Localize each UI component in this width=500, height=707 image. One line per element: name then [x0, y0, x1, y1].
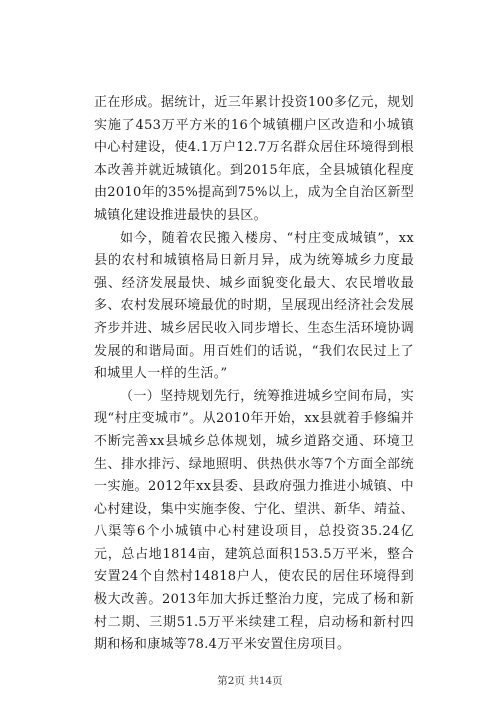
document-body [94, 92, 414, 657]
paragraph-3: （一）坚持规划先行，统筹推进城乡空间布局，实现“村庄变城市”。从2010年开始，xx县就着手修编并不断完善xx县城乡总体规划，城乡道路交通、环境卫生、排水排污、绿地照明、供热供水等7个方面全部统一实施。2012年xx县委、县政府强力推进小城镇、中心村建设，集中实施李俊、宁化、望洪、新华、靖益、八渠等6个小城镇中心村建设项目，总投资35.24亿元，总占地1814亩，建筑总面积153.5万平米，整合安置24个自然村14818户人，使农民的居住环境得到极大改善。2013年加大拆迁整治力度，完成了杨和新村二期、三期51.5万平米续建工程，启动杨和新村四期和杨和康城等78.4万平米安置住房项目。 [94, 388, 414, 653]
page-number-footer: 第2页 共14页 [217, 675, 283, 687]
paragraph-1: 正在形成。据统计，近三年累计投资100多亿元，规划实施了453万平方米的16个城镇棚户区改造和小城镇中心村建设，使4.1万户12.7万名群众居住环境得到根本改善并就近城镇化。到2015年底，全县城镇化程度由2010年的35%提高到75%以上，成为全自治区新型城镇化建设推进最快的县区。 [94, 95, 414, 223]
paragraph-2: 如今，随着农民搬入楼房、“村庄变成城镇”，xx县的农村和城镇格局日新月异，成为统筹城乡力度最强、经济发展最快、城乡面貌变化最大、农民增收最多、农村发展环境最优的时期，呈展现出经济社会发展齐步并进、城乡居民收入同步增长、生态生活环境协调发展的和谐局面。用百姓们的话说，“我们农民过上了和城里人一样的生活。” [94, 230, 414, 382]
